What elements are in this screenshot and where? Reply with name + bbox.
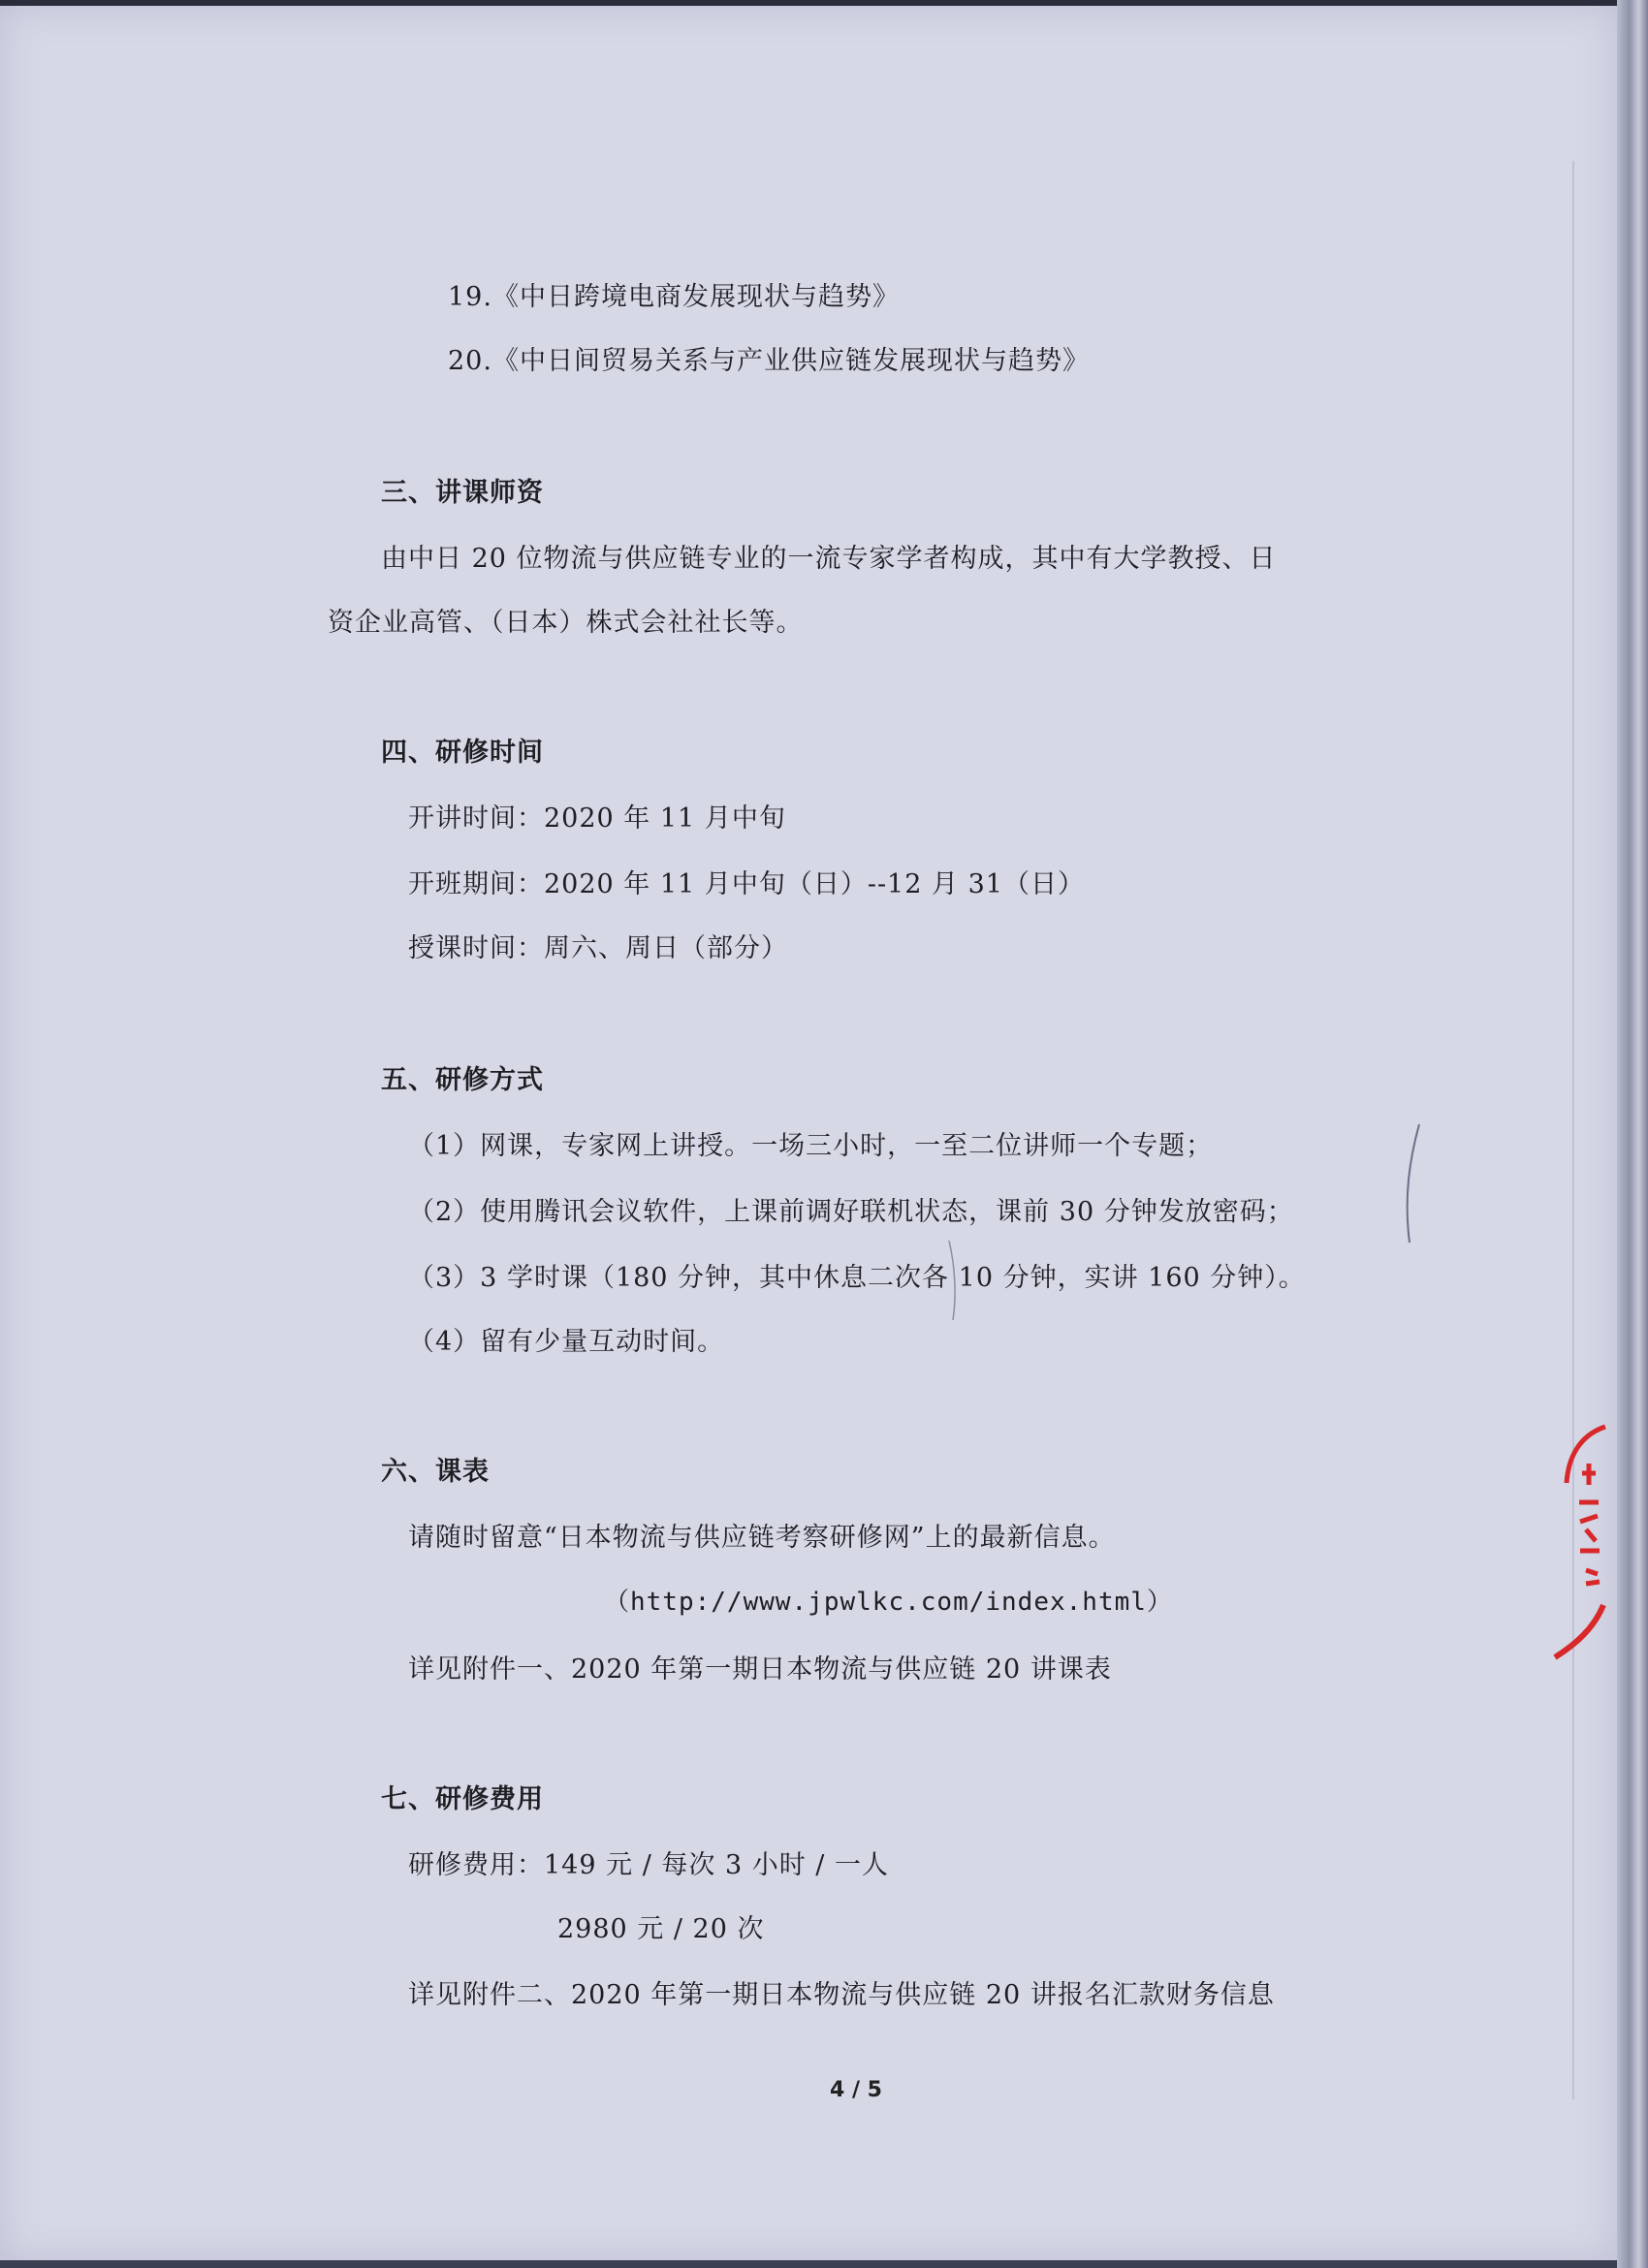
- schedule-period: 开班期间：2020 年 11 月中旬（日）--12 月 31（日）: [408, 869, 1085, 899]
- pen-stroke-mark: [1396, 1120, 1425, 1246]
- section-heading-teachers: 三、讲课师资: [381, 478, 544, 508]
- method-item-4: （4）留有少量互动时间。: [408, 1327, 725, 1357]
- schedule-start-time: 开讲时间：2020 年 11 月中旬: [408, 803, 786, 834]
- pen-stroke-mark-2: [945, 1237, 965, 1324]
- topic-item-19: 19.《中日跨境电商发展现状与趋势》: [448, 282, 900, 312]
- method-item-1: （1）网课，专家网上讲授。一场三小时，一至二位讲师一个专题；: [408, 1131, 1214, 1161]
- teachers-body-line-1: 由中日 20 位物流与供应链专业的一流专家学者构成，其中有大学教授、日: [381, 544, 1277, 574]
- timetable-notice: 请随时留意“日本物流与供应链考察研修网”上的最新信息。: [408, 1523, 1116, 1553]
- document-page: [0, 6, 1617, 2260]
- section-heading-fees: 七、研修费用: [381, 1784, 544, 1814]
- fees-attachment: 详见附件二、2020 年第一期日本物流与供应链 20 讲报名汇款财务信息: [408, 1980, 1275, 2010]
- fees-total: 2980 元 / 20 次: [557, 1914, 765, 1944]
- method-item-3: （3）3 学时课（180 分钟，其中休息二次各 10 分钟，实讲 160 分钟）。: [408, 1263, 1306, 1293]
- teachers-body-line-2: 资企业高管、（日本）株式会社社长等。: [328, 608, 804, 638]
- section-heading-schedule: 四、研修时间: [381, 738, 544, 768]
- red-seal-stamp: [1547, 1415, 1615, 1667]
- method-item-2: （2）使用腾讯会议软件，上课前调好联机状态，课前 30 分钟发放密码；: [408, 1197, 1294, 1227]
- timetable-attachment: 详见附件一、2020 年第一期日本物流与供应链 20 讲课表: [408, 1654, 1112, 1685]
- page-crease: [1572, 161, 1574, 2099]
- fees-per-session: 研修费用：149 元 / 每次 3 小时 / 一人: [408, 1850, 889, 1880]
- section-heading-method: 五、研修方式: [381, 1065, 544, 1095]
- scan-right-edge: [1617, 0, 1648, 2268]
- section-heading-timetable: 六、课表: [381, 1457, 490, 1487]
- schedule-class-time: 授课时间：周六、周日（部分）: [408, 933, 788, 963]
- topic-item-20: 20.《中日间贸易关系与产业供应链发展现状与趋势》: [448, 346, 1090, 376]
- page-number: 4 / 5: [830, 2078, 882, 2102]
- timetable-url: （http://www.jpwlkc.com/index.html）: [604, 1588, 1173, 1617]
